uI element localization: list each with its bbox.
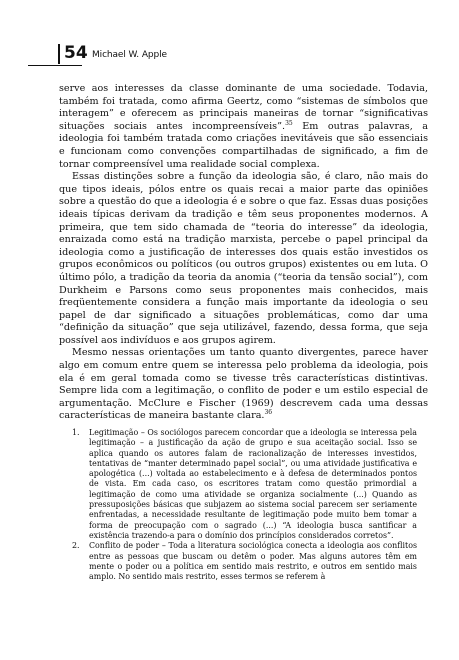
running-head-author: Michael W. Apple xyxy=(92,50,167,60)
paragraph-text: Mesmo nessas orientações um tanto quanto divergentes, parece haver algo em comum entre quem se interessa pelo problema da ideologia, pois ela é em geral tomada como se tivesse três características distintivas. Sempre lida com a legitimação, o conflito de poder e um estilo especial de argumentação. McClure e Fischer (1969) descrevem cada uma dessas características de maneira bastante clara. xyxy=(59,347,428,422)
list-item-text: Legitimação – Os sociólogos parecem concordar que a ideologia se interessa pela legitimação – a justificação da ação de grupo e sua aceitação social. Isso se aplica quando os autores falam de racionalização de interesses investidos, tentativas de “manter determinado papel social”, ou uma atividade justificativa e apologética (...) voltada ao estabelecimento e à defesa de determinados pontos de vista. Em cada caso, os escritores tratam como questão primordial a legitimação de como uma atividade se organiza socialmente (...) Quando as pressuposições básicas que subjazem ao sistema social parecem ser seriamente enfrentadas, a necessidade resultante de legitimação pode muito bem tomar a forma de preocupação com o sagrado (...) “A ideologia busca santificar a existência trazendo-a para o domínio dos princípios considerados corretos”. xyxy=(89,428,417,540)
header-horizontal-rule xyxy=(28,65,82,66)
block-quote-list xyxy=(72,428,417,582)
list-item-number: 1. xyxy=(72,428,80,437)
paragraph-common-characteristics xyxy=(59,347,428,423)
list-item xyxy=(72,428,417,541)
paragraph-text-continued: Em outras palavras, a ideologia foi também tratada como criações inevitáveis que são essenciais e funcionam como convenções compartilhadas de significado, a fim de tornar compreensível uma realidade social complexa. xyxy=(59,120,429,170)
footnote-reference: 36 xyxy=(264,409,273,417)
list-item-text: Conflito de poder – Toda a literatura sociológica conecta a ideologia aos conflitos entre as pessoas que buscam ou detêm o poder. Mas alguns autores têm em mente o poder ou a política em sentido mais restrito, e outros em sentido mais amplo. No sentido mais restrito, esses termos se referem à xyxy=(89,541,417,582)
header-vertical-rule xyxy=(58,44,60,64)
page-number: 54 xyxy=(64,43,88,63)
main-text xyxy=(59,83,428,423)
list-item xyxy=(72,541,417,582)
paragraph-ideology-functions: Essas distinções sobre a função da ideologia são, é claro, não mais do que tipos ideais, pólos entre os quais recai a maior parte das opiniões sobre a questão do que a ideologia é e sobre o que faz. Essas duas posições ideais típicas derivam da tradição e têm seus proponentes modernos. A primeira, que tem sido chamada de “teoria do interesse” da ideologia, enraizada como está na tradição marxista, percebe o papel principal da ideologia como a justificação de interesses dos quais estão investidos os grupos econômicos ou políticos (ou outros grupos) existentes ou em luta. O último pólo, a tradição da teoria da anomia (“teoria da tensão social”), com Durkheim e Parsons como seus proponentes mais conhecidos, mais freqüentemente considera a função mais importante da ideologia o seu papel de dar significado a situações problemáticas, como dar uma “definição da situação” que seja utilizável, fazendo, dessa forma, que seja possível aos indivíduos e aos grupos agirem. xyxy=(59,171,428,346)
footnote-reference: 35 xyxy=(285,119,293,127)
list-item-number: 2. xyxy=(72,541,80,551)
running-header xyxy=(28,40,438,66)
paragraph-text: serve aos interesses da classe dominante de uma sociedade. Todavia, também foi tratada, como afirma Geertz, como “sistemas de símbolos que interagem” e oferecem as principais maneiras de tornar “significativas situações sociais antes incompreensíveis”. xyxy=(59,83,428,132)
paragraph-continued xyxy=(59,83,428,171)
